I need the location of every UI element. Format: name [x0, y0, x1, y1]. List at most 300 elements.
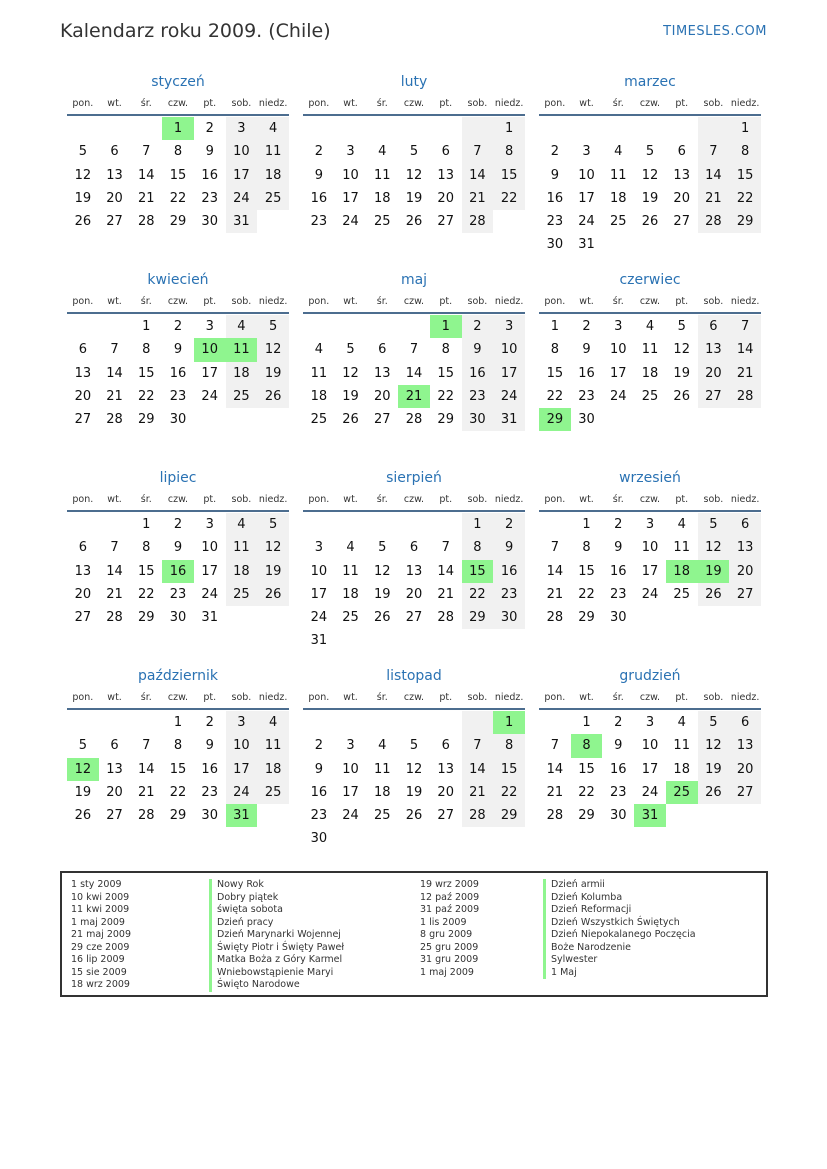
day-cell: 24 — [201, 388, 218, 404]
weekday-header — [539, 490, 761, 512]
day-cell: 5 — [257, 513, 289, 536]
holiday-date: 31 gru 2009 — [420, 954, 479, 965]
weekday-header — [539, 688, 761, 710]
day-cell: 7 — [462, 734, 494, 757]
day-cell: 22 — [729, 187, 761, 210]
day-cell: 28 — [462, 210, 494, 233]
year-calendar — [67, 70, 761, 872]
empty-day-cell — [366, 711, 398, 734]
day-cell: 9 — [173, 342, 183, 358]
day-cell: 30 — [310, 831, 328, 847]
weekday-label: niedz. — [258, 494, 288, 505]
day-cell: 22 — [169, 784, 187, 800]
day-cell: 12 — [374, 563, 391, 579]
day-cell: 18 — [374, 784, 391, 800]
holiday-name: Dzień Kolumba — [543, 892, 696, 905]
day-cell: 11 — [673, 738, 690, 754]
empty-day-cell — [462, 629, 494, 652]
days-grid — [67, 117, 289, 233]
empty-day-cell — [493, 210, 525, 233]
day-cell: 21 — [138, 784, 155, 800]
day-cell: 30 — [610, 808, 627, 824]
day-cell: 24 — [578, 214, 595, 230]
holiday-name: Sylwester — [543, 954, 696, 967]
weekday-label: pon. — [72, 296, 94, 307]
day-cell: 12 — [257, 338, 289, 361]
empty-day-cell — [99, 711, 131, 734]
weekday-label: śr. — [612, 98, 624, 109]
holiday-name: święta sobota — [209, 904, 344, 917]
empty-day-cell — [398, 315, 430, 338]
weekday-label: pon. — [72, 692, 94, 703]
day-cell: 18 — [310, 388, 328, 404]
day-cell: 16 — [462, 362, 494, 385]
empty-day-cell — [493, 827, 525, 850]
weekday-label: pon. — [308, 296, 330, 307]
weekday-label: pt. — [203, 494, 217, 505]
day-cell: 18 — [374, 190, 391, 206]
day-cell: 26 — [698, 781, 730, 804]
day-cell: 23 — [578, 388, 595, 404]
day-cell: 5 — [78, 144, 87, 160]
holiday-date: 1 maj 2009 — [71, 916, 125, 928]
day-cell: 13 — [374, 365, 391, 381]
day-cell: 16 — [310, 784, 328, 800]
empty-day-cell — [130, 117, 162, 140]
empty-day-cell — [462, 117, 494, 140]
weekday-label: wt. — [579, 296, 594, 307]
day-cell: 30 — [578, 412, 595, 428]
weekday-label: wt. — [343, 296, 358, 307]
empty-day-cell — [634, 117, 666, 140]
empty-day-cell — [666, 804, 698, 827]
holiday-date: 19 wrz 2009 — [420, 879, 479, 890]
day-cell: 9 — [173, 540, 183, 556]
weekday-label: czw. — [639, 296, 661, 307]
days-grid — [67, 711, 289, 827]
day-cell: 27 — [729, 583, 761, 606]
day-cell: 27 — [74, 610, 92, 626]
day-cell: 10 — [342, 761, 359, 777]
weekday-label: czw. — [167, 494, 189, 505]
day-cell: 24 — [226, 781, 258, 804]
day-cell: 15 — [169, 167, 187, 183]
day-cell: 9 — [314, 761, 323, 777]
day-cell: 27 — [74, 412, 92, 428]
day-cell: 11 — [257, 140, 289, 163]
day-cell: 10 — [310, 563, 328, 579]
day-cell: 2 — [205, 715, 214, 730]
days-grid — [67, 315, 289, 431]
weekday-label: pt. — [203, 692, 217, 703]
weekday-label: czw. — [403, 692, 425, 703]
month-name: kwiecień — [147, 272, 209, 288]
empty-day-cell — [666, 117, 698, 140]
day-cell: 25 — [226, 583, 258, 606]
weekday-label: niedz. — [258, 98, 288, 109]
empty-day-cell — [335, 513, 367, 536]
empty-day-cell — [366, 513, 398, 536]
day-cell: 6 — [441, 144, 450, 160]
day-cell: 20 — [405, 586, 423, 602]
empty-day-cell — [729, 408, 761, 431]
day-cell: 11 — [226, 338, 258, 361]
weekday-label: śr. — [376, 494, 388, 505]
day-cell: 9 — [614, 738, 623, 754]
month-name: listopad — [386, 668, 442, 684]
day-cell: 17 — [493, 362, 525, 385]
month-0 — [67, 70, 289, 268]
month-3 — [67, 268, 289, 466]
day-cell: 24 — [201, 586, 218, 602]
weekday-label: niedz. — [730, 692, 760, 703]
day-cell: 1 — [582, 715, 591, 730]
day-cell: 2 — [582, 319, 591, 334]
empty-day-cell — [698, 233, 730, 256]
empty-day-cell — [729, 233, 761, 256]
weekday-label: czw. — [639, 494, 661, 505]
empty-day-cell — [257, 408, 289, 431]
weekday-label: pt. — [439, 296, 453, 307]
day-cell: 9 — [614, 540, 623, 556]
day-cell: 28 — [437, 610, 454, 626]
days-grid — [539, 315, 761, 431]
weekday-header — [67, 292, 289, 314]
empty-day-cell — [366, 117, 398, 140]
weekday-label: niedz. — [730, 494, 760, 505]
day-cell: 25 — [673, 586, 690, 602]
day-cell: 25 — [641, 388, 659, 404]
empty-day-cell — [194, 408, 226, 431]
holiday-name: Nowy Rok — [209, 879, 344, 892]
empty-day-cell — [602, 117, 634, 140]
empty-day-cell — [602, 233, 634, 256]
day-cell: 3 — [582, 144, 591, 160]
brand-link[interactable]: TIMESLES.COM — [663, 24, 767, 39]
empty-day-cell — [366, 629, 398, 652]
day-cell: 19 — [74, 190, 92, 206]
day-cell: 5 — [78, 738, 87, 754]
day-cell: 26 — [257, 583, 289, 606]
weekday-label: pt. — [203, 296, 217, 307]
day-cell: 14 — [462, 164, 494, 187]
day-cell: 12 — [405, 167, 423, 183]
day-cell: 9 — [205, 738, 214, 754]
day-cell: 7 — [462, 140, 494, 163]
day-cell: 2 — [493, 513, 525, 536]
day-cell: 7 — [729, 315, 761, 338]
day-cell: 12 — [257, 536, 289, 559]
day-cell: 4 — [677, 517, 686, 532]
day-cell: 10 — [641, 540, 659, 556]
day-cell: 9 — [205, 144, 214, 160]
day-cell: 16 — [310, 190, 328, 206]
weekday-label: wt. — [343, 692, 358, 703]
day-cell: 13 — [437, 167, 454, 183]
day-cell: 14 — [462, 758, 494, 781]
day-cell: 17 — [342, 190, 359, 206]
empty-day-cell — [257, 804, 289, 827]
day-cell: 25 — [374, 214, 391, 230]
day-cell: 27 — [106, 808, 123, 824]
holiday-name: Dobry piątek — [209, 892, 344, 905]
day-cell: 12 — [342, 365, 359, 381]
weekday-header — [67, 688, 289, 710]
day-cell: 10 — [226, 734, 258, 757]
empty-day-cell — [602, 408, 634, 431]
holiday-date: 18 wrz 2009 — [71, 979, 130, 990]
day-cell: 2 — [614, 715, 623, 730]
holiday-name: Dzień pracy — [209, 917, 344, 930]
day-cell: 30 — [462, 408, 494, 431]
day-cell: 30 — [169, 610, 187, 626]
day-cell: 7 — [409, 342, 419, 358]
weekday-label: śr. — [376, 692, 388, 703]
day-cell: 20 — [106, 784, 123, 800]
day-cell: 14 — [729, 338, 761, 361]
day-cell: 3 — [645, 715, 655, 730]
empty-day-cell — [634, 233, 666, 256]
weekday-header — [539, 94, 761, 116]
day-cell: 12 — [74, 167, 92, 183]
day-cell: 24 — [342, 214, 359, 230]
day-cell: 14 — [138, 167, 155, 183]
day-cell: 11 — [673, 540, 690, 556]
day-cell: 17 — [641, 761, 659, 777]
day-cell: 13 — [437, 761, 454, 777]
empty-day-cell — [335, 827, 367, 850]
day-cell: 28 — [546, 610, 564, 626]
day-cell: 22 — [462, 583, 494, 606]
empty-day-cell — [430, 117, 462, 140]
day-cell: 3 — [614, 319, 623, 334]
holiday-names-col-2 — [543, 879, 696, 979]
day-cell: 20 — [374, 388, 391, 404]
day-cell: 2 — [205, 121, 214, 136]
holiday-name: Dzień Niepokalanego Poczęcia — [543, 929, 696, 942]
weekday-label: czw. — [167, 296, 189, 307]
day-cell: 19 — [698, 758, 730, 781]
day-cell: 6 — [378, 342, 387, 358]
day-cell: 29 — [493, 804, 525, 827]
day-cell: 1 — [162, 117, 194, 140]
day-cell: 1 — [430, 315, 462, 338]
weekday-label: sob. — [467, 296, 488, 307]
month-5 — [539, 268, 761, 466]
weekday-label: śr. — [612, 494, 624, 505]
holiday-name: Święto Narodowe — [209, 979, 344, 992]
day-cell: 28 — [138, 214, 155, 230]
weekday-label: wt. — [343, 98, 358, 109]
day-cell: 14 — [698, 164, 730, 187]
day-cell: 17 — [310, 586, 328, 602]
day-cell: 11 — [226, 536, 258, 559]
empty-day-cell — [493, 629, 525, 652]
weekday-label: sob. — [703, 296, 724, 307]
day-cell: 7 — [110, 342, 119, 358]
day-cell: 15 — [729, 164, 761, 187]
day-cell: 8 — [571, 734, 603, 757]
holiday-name: 1 Maj — [543, 967, 696, 980]
day-cell: 21 — [138, 190, 155, 206]
day-cell: 21 — [398, 385, 430, 408]
day-cell: 23 — [546, 214, 564, 230]
holiday-name: Boże Narodzenie — [543, 942, 696, 955]
weekday-label: niedz. — [730, 98, 760, 109]
holiday-date: 16 lip 2009 — [71, 954, 125, 965]
weekday-header — [303, 292, 525, 314]
weekday-label: wt. — [107, 98, 122, 109]
day-cell: 28 — [729, 385, 761, 408]
weekday-label: pon. — [544, 98, 566, 109]
day-cell: 14 — [437, 563, 454, 579]
day-cell: 26 — [641, 214, 659, 230]
empty-day-cell — [257, 606, 289, 629]
day-cell: 27 — [698, 385, 730, 408]
day-cell: 29 — [462, 606, 494, 629]
day-cell: 3 — [346, 738, 355, 754]
day-cell: 25 — [666, 781, 698, 804]
day-cell: 7 — [441, 540, 450, 556]
weekday-label: pon. — [544, 494, 566, 505]
day-cell: 19 — [257, 362, 289, 385]
weekday-label: wt. — [579, 98, 594, 109]
day-cell: 29 — [138, 412, 155, 428]
day-cell: 24 — [493, 385, 525, 408]
weekday-label: sob. — [231, 494, 252, 505]
day-cell: 7 — [698, 140, 730, 163]
day-cell: 12 — [67, 758, 99, 781]
day-cell: 27 — [673, 214, 690, 230]
empty-day-cell — [67, 117, 99, 140]
day-cell: 4 — [614, 144, 623, 160]
day-cell: 2 — [173, 517, 183, 532]
day-cell: 31 — [201, 610, 218, 626]
day-cell: 20 — [729, 560, 761, 583]
day-cell: 18 — [610, 190, 627, 206]
empty-day-cell — [430, 629, 462, 652]
day-cell: 30 — [546, 237, 564, 253]
empty-day-cell — [430, 711, 462, 734]
weekday-header — [67, 490, 289, 512]
empty-day-cell — [99, 513, 131, 536]
holiday-name: Dzień armii — [543, 879, 696, 892]
empty-day-cell — [666, 606, 698, 629]
day-cell: 1 — [462, 513, 494, 536]
day-cell: 2 — [314, 144, 323, 160]
days-grid — [303, 315, 525, 431]
empty-day-cell — [366, 315, 398, 338]
day-cell: 21 — [546, 784, 564, 800]
weekday-header — [303, 94, 525, 116]
day-cell: 24 — [226, 187, 258, 210]
day-cell: 18 — [666, 560, 698, 583]
holiday-name: Dzień Marynarki Wojennej — [209, 929, 344, 942]
day-cell: 15 — [138, 365, 155, 381]
day-cell: 26 — [698, 583, 730, 606]
empty-day-cell — [303, 513, 335, 536]
day-cell: 4 — [645, 319, 655, 334]
weekday-label: pt. — [439, 98, 453, 109]
day-cell: 31 — [226, 804, 258, 827]
day-cell: 26 — [257, 385, 289, 408]
day-cell: 25 — [342, 610, 359, 626]
day-cell: 26 — [342, 412, 359, 428]
day-cell: 5 — [698, 711, 730, 734]
weekday-label: śr. — [376, 296, 388, 307]
day-cell: 11 — [310, 365, 328, 381]
day-cell: 8 — [729, 140, 761, 163]
day-cell: 23 — [310, 808, 328, 824]
holiday-name: Dzień Wszystkich Świętych — [543, 917, 696, 930]
day-cell: 16 — [493, 560, 525, 583]
day-cell: 8 — [441, 342, 450, 358]
empty-day-cell — [462, 711, 494, 734]
day-cell: 25 — [257, 781, 289, 804]
day-cell: 17 — [641, 563, 659, 579]
day-cell: 6 — [729, 513, 761, 536]
day-cell: 19 — [673, 365, 690, 381]
day-cell: 24 — [342, 808, 359, 824]
weekday-label: czw. — [403, 296, 425, 307]
weekday-label: niedz. — [258, 296, 288, 307]
day-cell: 28 — [462, 804, 494, 827]
day-cell: 29 — [539, 408, 571, 431]
day-cell: 19 — [257, 560, 289, 583]
month-10 — [303, 664, 525, 872]
day-cell: 4 — [677, 715, 686, 730]
weekday-label: sob. — [231, 98, 252, 109]
day-cell: 22 — [578, 784, 595, 800]
day-cell: 9 — [493, 536, 525, 559]
day-cell: 13 — [673, 167, 690, 183]
day-cell: 15 — [169, 761, 187, 777]
day-cell: 20 — [729, 758, 761, 781]
day-cell: 4 — [257, 711, 289, 734]
day-cell: 21 — [106, 388, 123, 404]
day-cell: 31 — [226, 210, 258, 233]
day-cell: 11 — [610, 167, 627, 183]
day-cell: 24 — [641, 586, 659, 602]
day-cell: 26 — [405, 214, 423, 230]
weekday-label: czw. — [403, 494, 425, 505]
day-cell: 19 — [74, 784, 92, 800]
weekday-label: wt. — [579, 494, 594, 505]
holiday-name: Dzień Reformacji — [543, 904, 696, 917]
day-cell: 5 — [257, 315, 289, 338]
weekday-header — [539, 292, 761, 314]
day-cell: 13 — [729, 734, 761, 757]
empty-day-cell — [698, 606, 730, 629]
day-cell: 27 — [437, 808, 454, 824]
day-cell: 5 — [409, 738, 419, 754]
day-cell: 26 — [74, 214, 92, 230]
day-cell: 31 — [578, 237, 595, 253]
holiday-date: 15 sie 2009 — [71, 966, 127, 978]
weekday-label: pon. — [72, 98, 94, 109]
day-cell: 2 — [173, 319, 183, 334]
day-cell: 5 — [378, 540, 387, 556]
day-cell: 11 — [342, 563, 359, 579]
weekday-label: czw. — [167, 692, 189, 703]
day-cell: 2 — [550, 144, 559, 160]
days-grid — [539, 117, 761, 257]
empty-day-cell — [398, 629, 430, 652]
empty-day-cell — [430, 827, 462, 850]
empty-day-cell — [666, 233, 698, 256]
weekday-label: sob. — [231, 296, 252, 307]
day-cell: 2 — [614, 517, 623, 532]
